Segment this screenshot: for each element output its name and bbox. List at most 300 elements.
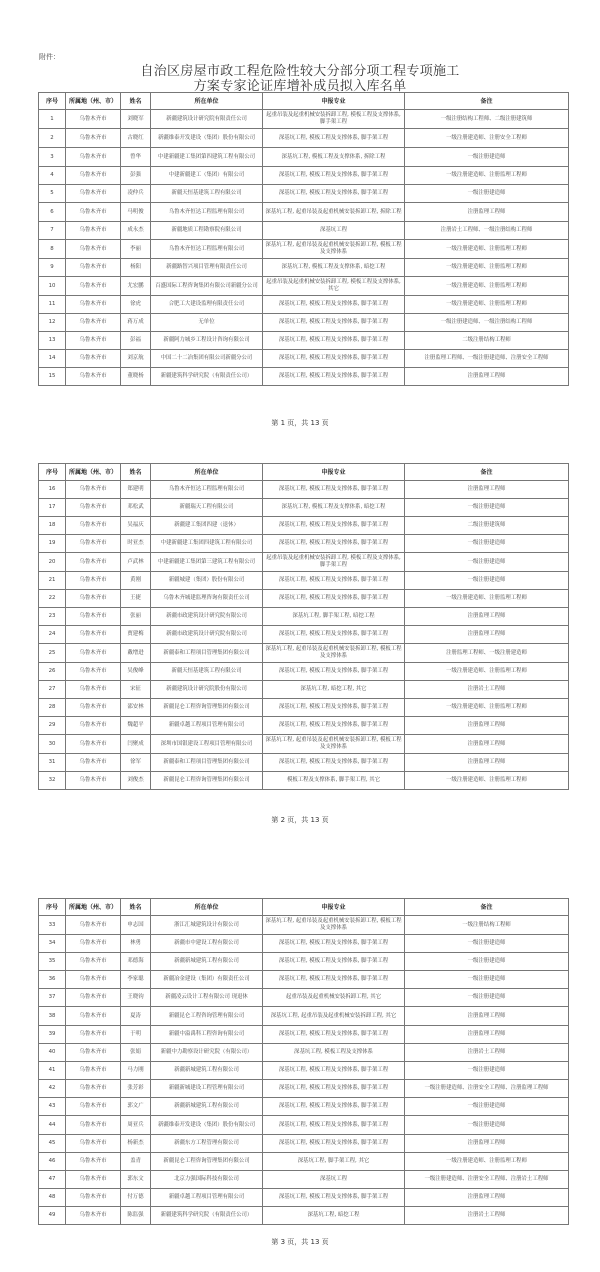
cell-remarks: 一级注册建造师、注册监理工程师: [405, 277, 569, 296]
page-footer-1: 第 1 页，共 13 页: [271, 419, 329, 427]
cell-region: 乌鲁木齐市: [66, 608, 121, 626]
cell-remarks: 一级注册建造师、注册监理工程师: [405, 296, 569, 314]
cell-remarks: 一级注册建造师: [405, 499, 569, 517]
cell-region: 乌鲁木齐市: [66, 314, 121, 332]
cell-region: 乌鲁木齐市: [66, 1080, 121, 1098]
table-row: [39, 971, 569, 989]
cell-seq: 38: [39, 1007, 66, 1026]
cell-specialty: 起重吊装及起重机械安装拆卸工程, 模板工程及支撑体系, 脚手架工程: [263, 110, 405, 129]
table-row: [39, 1062, 569, 1080]
column-header-name: 姓名: [121, 93, 151, 110]
cell-company: 新疆建筑设计研究院股份有限公司: [151, 681, 263, 699]
cell-specialty: 深基坑工程, 起重吊装及起重机械安装拆卸工程, 其它: [263, 1007, 405, 1026]
cell-specialty: 深基坑工程, 模板工程及支撑体系, 脚手架工程: [263, 953, 405, 971]
cell-company: 新疆市中建设工程有限公司: [151, 935, 263, 953]
cell-company: 中建新疆建工集团第四建筑工程有限公司: [151, 148, 263, 167]
table-header-row: [39, 93, 569, 110]
table-header-row: [39, 899, 569, 916]
table-row: [39, 203, 569, 222]
cell-specialty: 深基坑工程, 起重吊装及起重机械安装拆卸工程, 模板工程及支撑体系: [263, 916, 405, 935]
cell-name: 邓松武: [121, 499, 151, 517]
cell-remarks: 注册监理工程师: [405, 754, 569, 772]
cell-specialty: 深基坑工程, 模板工程及支撑体系, 脚手架工程: [263, 1026, 405, 1044]
cell-region: 乌鲁木齐市: [66, 222, 121, 240]
cell-company: 合肥工大建设监理有限责任公司: [151, 296, 263, 314]
cell-remarks: 注册监理工程师: [405, 481, 569, 499]
cell-remarks: 一级注册建造师、一级注册结构工程师: [405, 314, 569, 332]
cell-remarks: 注册监理工程师、一级注册建造师、注册安全工程师: [405, 350, 569, 368]
cell-name: 时亚杰: [121, 535, 151, 553]
cell-specialty: 深基坑工程, 模板工程及支撑体系, 脚手架工程: [263, 517, 405, 535]
cell-company: 新疆昆仑工程咨询管理集团有限公司: [151, 1153, 263, 1171]
cell-remarks: 一级注册建造师、注册监理工程师: [405, 240, 569, 259]
table-row: [39, 1135, 569, 1153]
cell-seq: 35: [39, 953, 66, 971]
cell-name: 卢武林: [121, 553, 151, 572]
cell-region: 乌鲁木齐市: [66, 1044, 121, 1062]
cell-region: 乌鲁木齐市: [66, 332, 121, 350]
cell-remarks: 一级注册建造师: [405, 971, 569, 989]
cell-remarks: 一级注册建造师: [405, 572, 569, 590]
table-row: [39, 499, 569, 517]
cell-company: 新疆泰和工程项目管理集团有限公司: [151, 644, 263, 663]
cell-name: 李家聪: [121, 971, 151, 989]
table-row: [39, 590, 569, 608]
cell-region: 乌鲁木齐市: [66, 1153, 121, 1171]
cell-region: 乌鲁木齐市: [66, 1171, 121, 1189]
cell-name: 尤宏鹏: [121, 277, 151, 296]
cell-specialty: 深基坑工程, 模板工程及支撑体系: [263, 1044, 405, 1062]
table-row: [39, 916, 569, 935]
cell-remarks: 注册监理工程师: [405, 1135, 569, 1153]
cell-company: 新疆中溢禹科工程咨询有限公司: [151, 1026, 263, 1044]
cell-name: 曾华: [121, 148, 151, 167]
cell-company: 新疆市政建筑设计研究院有限公司: [151, 626, 263, 644]
cell-company: 新疆地质工程勘察院有限公司: [151, 222, 263, 240]
cell-company: 新疆建筑设计研究院有限责任公司: [151, 110, 263, 129]
table-row: [39, 1098, 569, 1116]
column-header-region: 所属地（州、市）: [66, 93, 121, 110]
cell-seq: 7: [39, 222, 66, 240]
cell-region: 乌鲁木齐市: [66, 735, 121, 754]
cell-name: 申志国: [121, 916, 151, 935]
cell-name: 郭东文: [121, 1171, 151, 1189]
cell-name: 吴俊峰: [121, 663, 151, 681]
cell-specialty: 深基坑工程, 模板工程及支撑体系, 脚手架工程: [263, 185, 405, 203]
cell-region: 乌鲁木齐市: [66, 1135, 121, 1153]
roster-table-page-2: [38, 463, 569, 790]
column-header-name: 姓名: [121, 899, 151, 916]
cell-seq: 21: [39, 572, 66, 590]
cell-company: 深圳市国银建设工程项目管理有限公司: [151, 735, 263, 754]
cell-region: 乌鲁木齐市: [66, 681, 121, 699]
table-row: [39, 110, 569, 129]
cell-specialty: 深基坑工程, 暗挖工程: [263, 1207, 405, 1225]
cell-seq: 43: [39, 1098, 66, 1116]
cell-name: 邵安林: [121, 699, 151, 717]
cell-specialty: 深基坑工程, 模板工程及支撑体系, 脚手架工程: [263, 368, 405, 386]
cell-remarks: 注册监理工程师: [405, 1007, 569, 1026]
table-row: [39, 553, 569, 572]
cell-company: 新疆维泰开发建设（集团）股份有限公司: [151, 129, 263, 148]
cell-specialty: 起重吊装及起重机械安装拆卸工程, 模板工程及支撑体系, 其它: [263, 277, 405, 296]
cell-name: 张娟: [121, 1044, 151, 1062]
table-row: [39, 953, 569, 971]
table-row: [39, 663, 569, 681]
cell-region: 乌鲁木齐市: [66, 277, 121, 296]
cell-seq: 6: [39, 203, 66, 222]
cell-seq: 9: [39, 259, 66, 277]
cell-seq: 10: [39, 277, 66, 296]
cell-region: 乌鲁木齐市: [66, 368, 121, 386]
cell-region: 乌鲁木齐市: [66, 989, 121, 1007]
table-row: [39, 626, 569, 644]
cell-region: 乌鲁木齐市: [66, 754, 121, 772]
cell-region: 乌鲁木齐市: [66, 1098, 121, 1116]
cell-region: 乌鲁木齐市: [66, 259, 121, 277]
cell-remarks: 一级注册建造师、注册监理工程师: [405, 772, 569, 790]
cell-remarks: 一级注册建造师、注册安全工程师: [405, 129, 569, 148]
cell-remarks: 注册岩土工程师: [405, 1044, 569, 1062]
cell-seq: 5: [39, 185, 66, 203]
table-row: [39, 517, 569, 535]
cell-specialty: 深基坑工程, 模板工程及支撑体系, 脚手架工程: [263, 1135, 405, 1153]
cell-specialty: 深基坑工程, 模板工程及支撑体系, 暗挖工程: [263, 499, 405, 517]
page-footer-3: 第 3 页，共 13 页: [271, 1238, 329, 1246]
cell-company: 新疆阿力城乡工程设计咨询有限公司: [151, 332, 263, 350]
cell-name: 董晓杨: [121, 368, 151, 386]
cell-remarks: 一级注册建造师: [405, 1062, 569, 1080]
cell-company: 新疆昆仑工程咨询管理有限公司: [151, 1007, 263, 1026]
table-row: [39, 989, 569, 1007]
cell-company: 新疆天恒基建筑工程有限公司: [151, 663, 263, 681]
cell-region: 乌鲁木齐市: [66, 1026, 121, 1044]
cell-name: 付万德: [121, 1189, 151, 1207]
roster-table-page-1: [38, 92, 569, 386]
cell-remarks: 一级注册建造师: [405, 989, 569, 1007]
cell-remarks: 一级注册建造师: [405, 935, 569, 953]
cell-region: 乌鲁木齐市: [66, 499, 121, 517]
table-row: [39, 1153, 569, 1171]
cell-remarks: 注册监理工程师: [405, 717, 569, 735]
cell-seq: 22: [39, 590, 66, 608]
cell-seq: 46: [39, 1153, 66, 1171]
cell-specialty: 起重吊装及起重机械安装拆卸工程, 其它: [263, 989, 405, 1007]
column-header-name: 姓名: [121, 464, 151, 481]
cell-seq: 31: [39, 754, 66, 772]
cell-company: 新疆瑞天工程有限公司: [151, 499, 263, 517]
cell-company: 新疆凌云设计工程有限公司 现退休: [151, 989, 263, 1007]
cell-seq: 44: [39, 1116, 66, 1135]
cell-seq: 40: [39, 1044, 66, 1062]
cell-specialty: 深基坑工程, 模板工程及支撑体系, 脚手架工程: [263, 754, 405, 772]
cell-remarks: 一级注册建造师: [405, 953, 569, 971]
cell-company: 新疆昆仑工程咨询管理集团有限公司: [151, 772, 263, 790]
column-header-seq: 序号: [39, 899, 66, 916]
cell-region: 乌鲁木齐市: [66, 1207, 121, 1225]
cell-company: 新疆天恒基建筑工程有限公司: [151, 185, 263, 203]
cell-seq: 13: [39, 332, 66, 350]
cell-specialty: 深基坑工程, 暗挖工程, 其它: [263, 681, 405, 699]
cell-company: 乌鲁木齐恒达工程监理有限公司: [151, 203, 263, 222]
cell-name: 杨新杰: [121, 1135, 151, 1153]
cell-specialty: 深基坑工程, 脚手架工程, 其它: [263, 1153, 405, 1171]
cell-seq: 28: [39, 699, 66, 717]
document-title-line-2: 方案专家论证库增补成员拟入库名单: [193, 79, 407, 94]
cell-specialty: 深基坑工程, 模板工程及支撑体系, 脚手架工程: [263, 971, 405, 989]
cell-region: 乌鲁木齐市: [66, 772, 121, 790]
cell-seq: 26: [39, 663, 66, 681]
cell-region: 乌鲁木齐市: [66, 644, 121, 663]
cell-specialty: 深基坑工程, 模板工程及支撑体系, 脚手架工程: [263, 1189, 405, 1207]
cell-region: 乌鲁木齐市: [66, 626, 121, 644]
cell-name: 凌仲兵: [121, 185, 151, 203]
table-row: [39, 735, 569, 754]
cell-region: 乌鲁木齐市: [66, 1062, 121, 1080]
table-row: [39, 314, 569, 332]
column-header-company: 所在单位: [151, 93, 263, 110]
cell-specialty: 深基坑工程, 模板工程及支撑体系, 脚手架工程: [263, 350, 405, 368]
table-row: [39, 772, 569, 790]
table-row: [39, 681, 569, 699]
cell-specialty: 深基坑工程, 模板工程及支撑体系, 拆除工程: [263, 148, 405, 167]
cell-seq: 37: [39, 989, 66, 1007]
cell-remarks: 一级注册建造师、注册安全工程师、注册监理工程师: [405, 1080, 569, 1098]
cell-remarks: 一级注册建造师、注册监理工程师: [405, 259, 569, 277]
cell-remarks: 一级注册建造师: [405, 1116, 569, 1135]
cell-region: 乌鲁木齐市: [66, 110, 121, 129]
cell-seq: 14: [39, 350, 66, 368]
cell-name: 成永杰: [121, 222, 151, 240]
cell-name: 林勇: [121, 935, 151, 953]
table-row: [39, 1080, 569, 1098]
cell-remarks: 二级注册结构工程师: [405, 332, 569, 350]
cell-name: 张芳彩: [121, 1080, 151, 1098]
cell-company: 新疆建筑科学研究院（有限责任公司）: [151, 368, 263, 386]
table-row: [39, 935, 569, 953]
table-row: [39, 481, 569, 499]
cell-remarks: 一级注册建造师: [405, 553, 569, 572]
cell-seq: 27: [39, 681, 66, 699]
cell-seq: 33: [39, 916, 66, 935]
table-row: [39, 1026, 569, 1044]
cell-seq: 17: [39, 499, 66, 517]
cell-name: 盖青: [121, 1153, 151, 1171]
cell-seq: 49: [39, 1207, 66, 1225]
cell-name: 马力刚: [121, 1062, 151, 1080]
column-header-company: 所在单位: [151, 464, 263, 481]
cell-region: 乌鲁木齐市: [66, 350, 121, 368]
cell-seq: 36: [39, 971, 66, 989]
cell-company: 中建新疆建工（集团）有限公司: [151, 167, 263, 185]
cell-name: 蒋万成: [121, 314, 151, 332]
cell-company: 中建新疆建工集团第三建筑工程有限公司: [151, 553, 263, 572]
cell-seq: 19: [39, 535, 66, 553]
table-row: [39, 129, 569, 148]
cell-company: 浙江汇城建筑设计有限公司: [151, 916, 263, 935]
cell-name: 王捷: [121, 590, 151, 608]
cell-seq: 24: [39, 626, 66, 644]
cell-seq: 16: [39, 481, 66, 499]
cell-region: 乌鲁木齐市: [66, 148, 121, 167]
cell-specialty: 深基坑工程, 模板工程及支撑体系, 脚手架工程: [263, 590, 405, 608]
cell-remarks: 注册监理工程师、一级注册建造师: [405, 644, 569, 663]
table-row: [39, 185, 569, 203]
cell-region: 乌鲁木齐市: [66, 481, 121, 499]
cell-region: 乌鲁木齐市: [66, 553, 121, 572]
cell-company: 百盛国际工程咨询集团有限公司新疆分公司: [151, 277, 263, 296]
table-row: [39, 717, 569, 735]
table-row: [39, 572, 569, 590]
cell-region: 乌鲁木齐市: [66, 167, 121, 185]
cell-region: 乌鲁木齐市: [66, 535, 121, 553]
cell-specialty: 深基坑工程, 起重吊装及起重机械安装拆卸工程, 模板工程及支撑体系: [263, 240, 405, 259]
cell-specialty: 深基坑工程: [263, 1171, 405, 1189]
cell-specialty: 起重吊装及起重机械安装拆卸工程, 模板工程及支撑体系, 脚手架工程: [263, 553, 405, 572]
cell-name: 夏涛: [121, 1007, 151, 1026]
cell-remarks: 一级注册建造师: [405, 1098, 569, 1116]
cell-region: 乌鲁木齐市: [66, 1189, 121, 1207]
cell-company: 新疆建工集团四建（退休）: [151, 517, 263, 535]
cell-seq: 23: [39, 608, 66, 626]
cell-seq: 25: [39, 644, 66, 663]
cell-name: 魏超平: [121, 717, 151, 735]
cell-name: 王晓钧: [121, 989, 151, 1007]
cell-region: 乌鲁木齐市: [66, 590, 121, 608]
attachment-label: 附件：: [39, 53, 60, 61]
cell-company: 新疆卓越工程项目管理有限公司: [151, 1189, 263, 1207]
cell-company: 无单位: [151, 314, 263, 332]
cell-company: 新疆维泰开发建设（集团）股份有限公司: [151, 1116, 263, 1135]
cell-remarks: 一级注册建造师、注册安全工程师、注册岩土工程师: [405, 1171, 569, 1189]
cell-name: 宋征: [121, 681, 151, 699]
cell-name: 刘俊杰: [121, 772, 151, 790]
cell-company: 新疆中力勘察设计研究院（有限公司）: [151, 1044, 263, 1062]
cell-seq: 12: [39, 314, 66, 332]
cell-region: 乌鲁木齐市: [66, 129, 121, 148]
cell-seq: 4: [39, 167, 66, 185]
table-row: [39, 350, 569, 368]
cell-company: 新疆东方工程管理有限公司: [151, 1135, 263, 1153]
table-row: [39, 277, 569, 296]
cell-company: 新疆新城建筑工程有限公司: [151, 1098, 263, 1116]
cell-region: 乌鲁木齐市: [66, 1116, 121, 1135]
cell-name: 古晓红: [121, 129, 151, 148]
page-footer-2: 第 2 页，共 13 页: [271, 816, 329, 824]
cell-region: 乌鲁木齐市: [66, 663, 121, 681]
cell-seq: 29: [39, 717, 66, 735]
cell-region: 乌鲁木齐市: [66, 517, 121, 535]
cell-name: 刘晓军: [121, 110, 151, 129]
cell-remarks: 注册监理工程师: [405, 203, 569, 222]
cell-seq: 20: [39, 553, 66, 572]
table-row: [39, 148, 569, 167]
cell-name: 陈监强: [121, 1207, 151, 1225]
cell-specialty: 模板工程及支撑体系, 脚手架工程, 其它: [263, 772, 405, 790]
column-header-seq: 序号: [39, 93, 66, 110]
cell-remarks: 一级注册建造师: [405, 535, 569, 553]
cell-name: 徐军: [121, 754, 151, 772]
cell-name: 于明: [121, 1026, 151, 1044]
cell-specialty: 深基坑工程, 模板工程及支撑体系, 脚手架工程: [263, 535, 405, 553]
cell-region: 乌鲁木齐市: [66, 203, 121, 222]
cell-specialty: 深基坑工程, 模板工程及支撑体系, 脚手架工程: [263, 1098, 405, 1116]
cell-specialty: 深基坑工程, 模板工程及支撑体系, 脚手架工程: [263, 1062, 405, 1080]
table-row: [39, 1116, 569, 1135]
table-row: [39, 1044, 569, 1062]
cell-seq: 34: [39, 935, 66, 953]
cell-name: 黄刚: [121, 572, 151, 590]
column-header-company: 所在单位: [151, 899, 263, 916]
table-row: [39, 1207, 569, 1225]
cell-name: 彭强: [121, 167, 151, 185]
cell-name: 周亚兵: [121, 1116, 151, 1135]
cell-specialty: 深基坑工程, 起重吊装及起重机械安装拆卸工程, 模板工程及支撑体系: [263, 644, 405, 663]
cell-company: 新疆路智兴项目管理有限责任公司: [151, 259, 263, 277]
column-header-specialty: 申报专业: [263, 464, 405, 481]
cell-region: 乌鲁木齐市: [66, 572, 121, 590]
cell-remarks: 一级注册建造师、注册监理工程师: [405, 1153, 569, 1171]
column-header-remarks: 备注: [405, 464, 569, 481]
cell-region: 乌鲁木齐市: [66, 935, 121, 953]
cell-company: 新疆昆仑工程咨询管理集团有限公司: [151, 699, 263, 717]
table-row: [39, 1007, 569, 1026]
cell-remarks: 一级注册结构工程师、二级注册建筑师: [405, 110, 569, 129]
cell-name: 贾建梅: [121, 626, 151, 644]
table-row: [39, 222, 569, 240]
column-header-region: 所属地（州、市）: [66, 464, 121, 481]
cell-company: 新疆城建（集团）股份有限公司: [151, 572, 263, 590]
cell-specialty: 深基坑工程, 模板工程及支撑体系, 暗挖工程: [263, 259, 405, 277]
cell-name: 刘京航: [121, 350, 151, 368]
cell-company: 乌鲁木齐恒达工程监理有限公司: [151, 240, 263, 259]
table-row: [39, 699, 569, 717]
cell-name: 彭福: [121, 332, 151, 350]
cell-name: 徐虎: [121, 296, 151, 314]
cell-remarks: 一级注册建造师、注册监理工程师: [405, 167, 569, 185]
cell-remarks: 注册监理工程师: [405, 735, 569, 754]
cell-company: 新疆建筑科学研究院（有限责任公司）: [151, 1207, 263, 1225]
cell-specialty: 深基坑工程, 模板工程及支撑体系, 脚手架工程: [263, 1116, 405, 1135]
cell-name: 李丽: [121, 240, 151, 259]
cell-seq: 1: [39, 110, 66, 129]
cell-name: 邓德海: [121, 953, 151, 971]
cell-company: 新疆泰和工程项目管理集团有限公司: [151, 754, 263, 772]
cell-specialty: 深基坑工程, 模板工程及支撑体系, 脚手架工程: [263, 332, 405, 350]
column-header-remarks: 备注: [405, 93, 569, 110]
cell-name: 郑建明: [121, 481, 151, 499]
cell-region: 乌鲁木齐市: [66, 699, 121, 717]
table-row: [39, 296, 569, 314]
table-row: [39, 1189, 569, 1207]
cell-seq: 30: [39, 735, 66, 754]
cell-seq: 47: [39, 1171, 66, 1189]
cell-company: 中国二十二冶集团有限公司新疆分公司: [151, 350, 263, 368]
cell-company: 乌鲁木齐恒达工程监理有限公司: [151, 481, 263, 499]
column-header-region: 所属地（州、市）: [66, 899, 121, 916]
cell-remarks: 注册岩土工程师: [405, 1207, 569, 1225]
cell-specialty: 深基坑工程, 模板工程及支撑体系, 脚手架工程: [263, 167, 405, 185]
table-row: [39, 332, 569, 350]
cell-company: 新疆冶金建设（集团）有限责任公司: [151, 971, 263, 989]
cell-seq: 42: [39, 1080, 66, 1098]
cell-specialty: 深基坑工程, 模板工程及支撑体系, 脚手架工程: [263, 699, 405, 717]
cell-specialty: 深基坑工程: [263, 222, 405, 240]
cell-region: 乌鲁木齐市: [66, 240, 121, 259]
cell-region: 乌鲁木齐市: [66, 185, 121, 203]
cell-region: 乌鲁木齐市: [66, 953, 121, 971]
cell-name: 吴福庆: [121, 517, 151, 535]
